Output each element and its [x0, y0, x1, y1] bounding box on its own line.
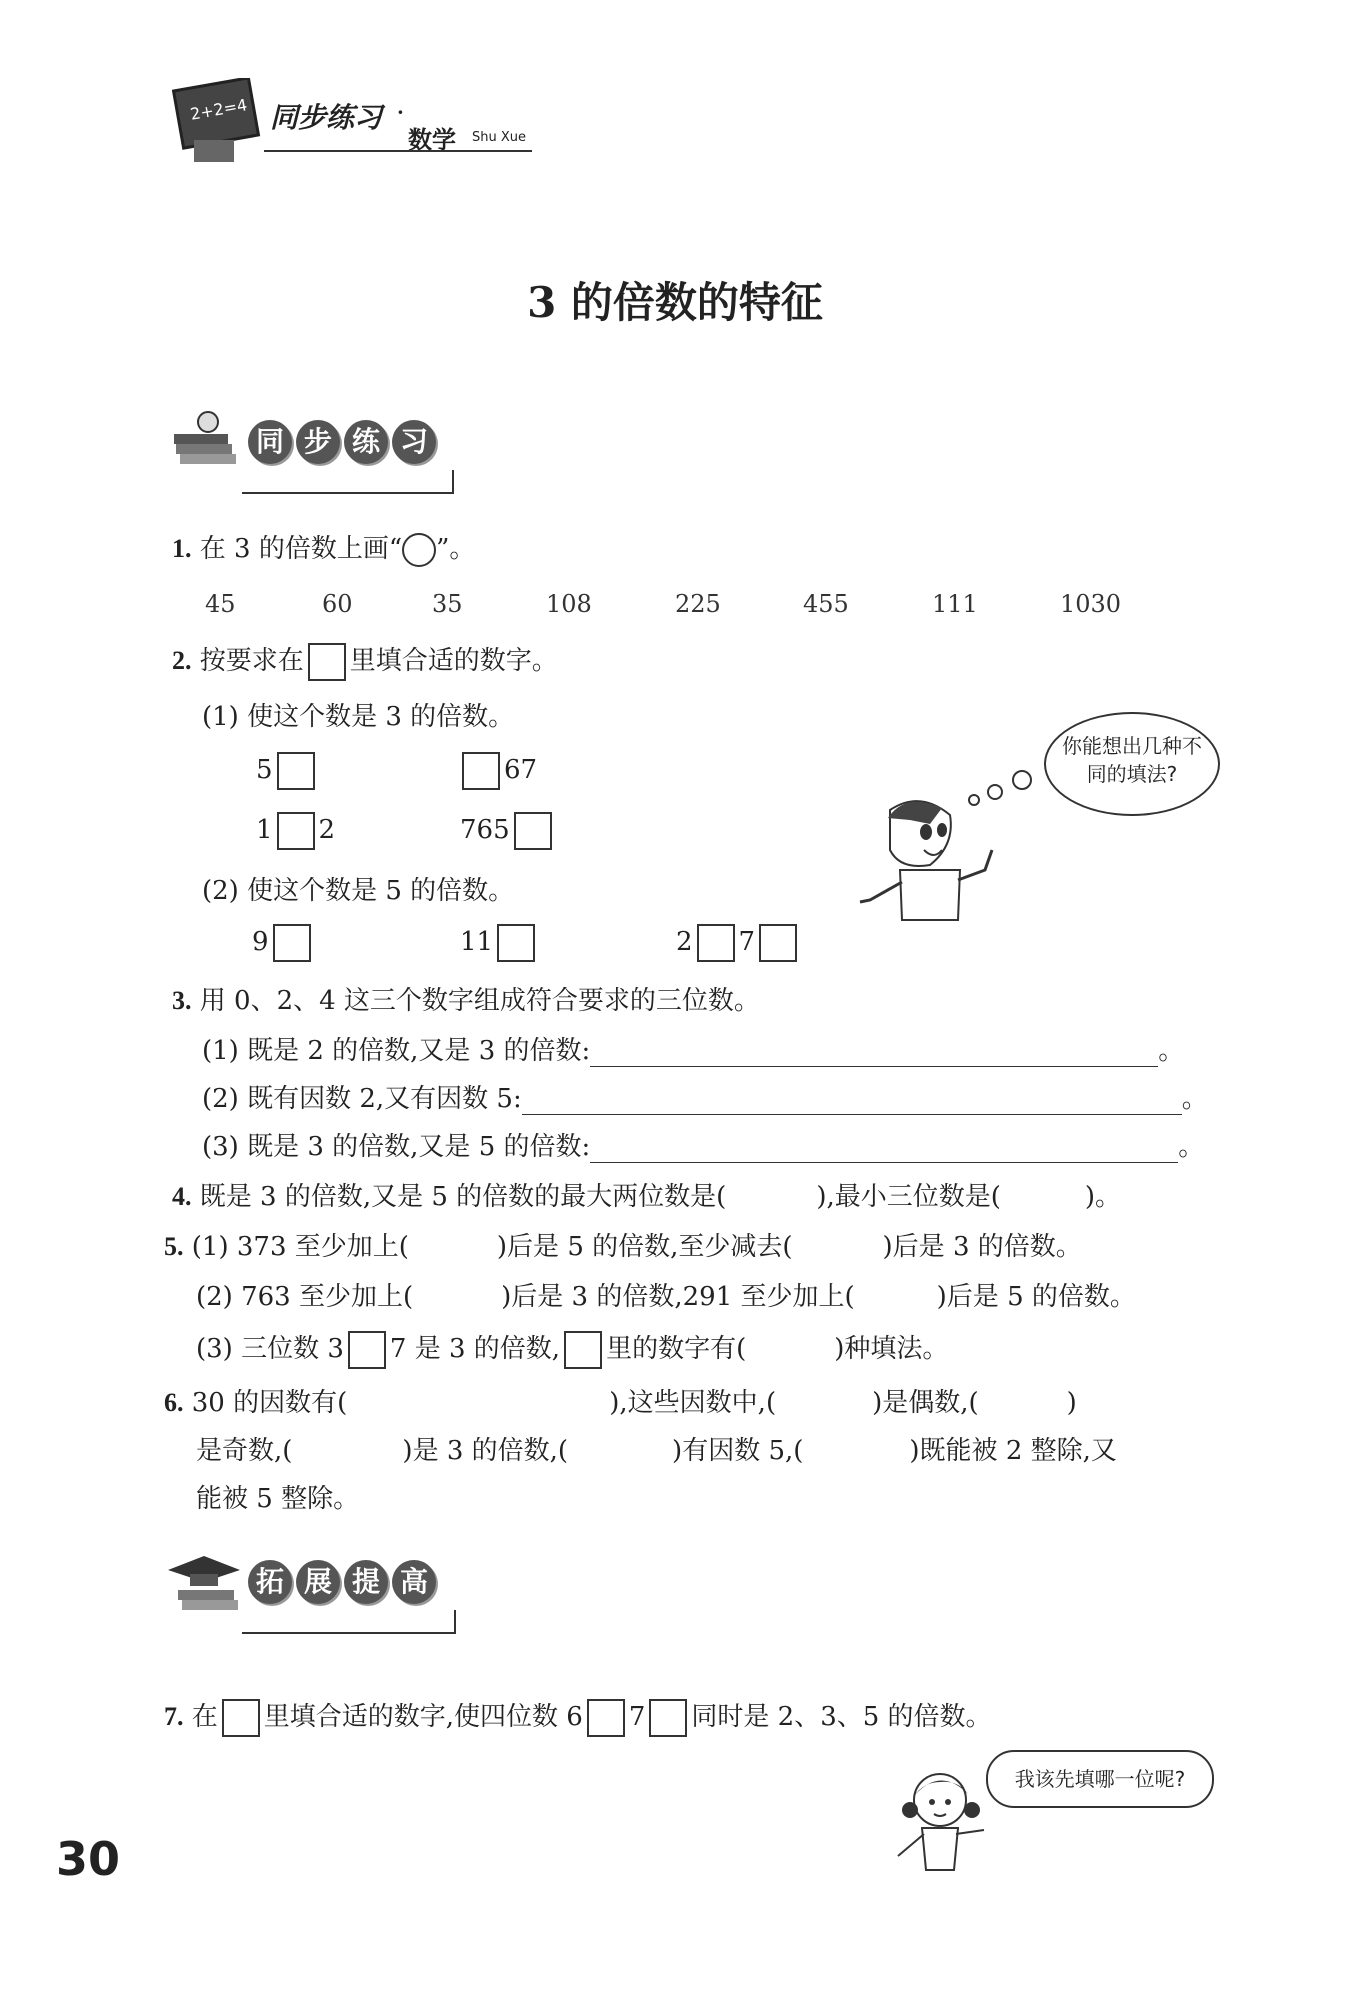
question-text: 7: [628, 1702, 646, 1732]
question-text: )是 3 的倍数,(: [402, 1436, 569, 1466]
section-badge: 展: [296, 1560, 340, 1604]
answer-line[interactable]: [590, 1138, 1178, 1163]
answer-box[interactable]: [497, 924, 535, 962]
section-underline: [242, 470, 454, 494]
answer-box[interactable]: [308, 643, 346, 681]
question-text: 按要求在: [199, 646, 304, 676]
question-5-line-3: [196, 1328, 948, 1369]
question-text: 里填合适的数字,使四位数 6: [263, 1702, 583, 1732]
page-title: 3 的倍数的特征: [527, 278, 823, 327]
answer-box[interactable]: [273, 924, 311, 962]
question-7: [164, 1696, 992, 1737]
question-5-line-2: [196, 1276, 1136, 1313]
question-text: (1) 373 至少加上(: [191, 1232, 409, 1262]
question-3-part-2: [202, 1078, 1208, 1115]
answer-box[interactable]: [277, 812, 315, 850]
question-text: 在 3 的倍数上画“: [199, 534, 403, 564]
question-text: 7 是 3 的倍数,: [389, 1334, 561, 1364]
question-3: [172, 980, 760, 1017]
digit-text: 11: [460, 927, 494, 957]
answer-box[interactable]: [514, 812, 552, 850]
question-6-line-1: [164, 1382, 1077, 1419]
question-text: )既能被 2 整除,又: [909, 1436, 1117, 1466]
question-2-item: [252, 924, 315, 962]
header-underline: [264, 150, 532, 152]
question-2-item: [676, 924, 801, 962]
question-6-line-3: 能被 5 整除。: [196, 1484, 360, 1514]
question-text: 用 0、2、4 这三个数字组成符合要求的三位数。: [199, 986, 760, 1016]
question-2-part-2: (2) 使这个数是 5 的倍数。: [202, 876, 515, 906]
question-text: ”。: [436, 534, 476, 564]
question-text: (3) 三位数 3: [196, 1334, 344, 1364]
question-2-item: [460, 812, 556, 850]
digit-text: 5: [256, 755, 273, 785]
question-text: (2) 既有因数 2,又有因数 5:: [202, 1084, 522, 1114]
question-1: [172, 528, 475, 567]
question-text: 30 的因数有(: [191, 1388, 348, 1418]
digit-text: 9: [252, 927, 269, 957]
boy-illustration-icon: [850, 770, 1050, 950]
chalkboard-text: 2+2=4: [188, 95, 249, 124]
bubble-text: 你能想出几种不同的填法?: [1062, 734, 1202, 786]
question-text: (1) 既是 2 的倍数,又是 3 的倍数:: [202, 1036, 591, 1066]
question-text: )有因数 5,(: [672, 1436, 804, 1466]
question-number: 2.: [172, 646, 192, 675]
question-text: )是偶数,(: [872, 1388, 979, 1418]
section-badge: 同: [248, 420, 292, 464]
digit-text: 7: [738, 927, 756, 957]
speech-bubble: [986, 1750, 1214, 1808]
answer-line[interactable]: [590, 1042, 1158, 1067]
number-item[interactable]: 45: [205, 590, 236, 618]
digit-text: 2: [676, 927, 693, 957]
question-4: [172, 1176, 1121, 1213]
question-2-part-1: (1) 使这个数是 3 的倍数。: [202, 702, 515, 732]
section-badge: 步: [296, 420, 340, 464]
thought-bubble: [1044, 712, 1220, 816]
digit-text: 67: [504, 755, 538, 785]
question-text: )后是 5 的倍数,至少减去(: [496, 1232, 793, 1262]
question-3-part-1: [202, 1030, 1184, 1067]
question-text: (2) 763 至少加上(: [196, 1282, 414, 1312]
digit-text: 765: [460, 815, 510, 845]
chalkboard-icon: [172, 78, 262, 168]
digit-text: 1: [256, 815, 273, 845]
question-text: 在: [191, 1702, 218, 1732]
question-number: 4.: [172, 1182, 192, 1211]
answer-box[interactable]: [759, 924, 797, 962]
question-text: )种填法。: [834, 1334, 949, 1364]
header-pinyin: Shu Xue: [472, 130, 527, 145]
number-item[interactable]: 35: [432, 590, 463, 618]
question-5-line-1: [164, 1226, 1082, 1263]
question-text: ),这些因数中,(: [609, 1388, 777, 1418]
answer-box[interactable]: [222, 1699, 260, 1737]
question-text: )后是 3 的倍数。: [882, 1232, 1082, 1262]
question-3-part-3: [202, 1126, 1204, 1163]
answer-box[interactable]: [462, 752, 500, 790]
question-text: ): [1066, 1388, 1077, 1418]
answer-box[interactable]: [564, 1331, 602, 1369]
answer-box[interactable]: [277, 752, 315, 790]
section-banner-extension: [164, 1554, 454, 1614]
digit-text: 2: [318, 815, 336, 845]
header-logo: [172, 78, 532, 168]
answer-box[interactable]: [649, 1699, 687, 1737]
question-text: (3) 既是 3 的倍数,又是 5 的倍数:: [202, 1132, 591, 1162]
number-item[interactable]: 1030: [1060, 590, 1122, 618]
question-number: 6.: [164, 1388, 184, 1417]
page-number: 30: [56, 1832, 121, 1886]
question-2-item: [256, 752, 319, 790]
question-text: )后是 3 的倍数,291 至少加上(: [501, 1282, 855, 1312]
question-text: )后是 5 的倍数。: [936, 1282, 1136, 1312]
section-underline: [242, 1610, 456, 1634]
answer-line[interactable]: [522, 1090, 1182, 1115]
number-item[interactable]: 111: [932, 590, 978, 618]
number-item[interactable]: 60: [322, 590, 353, 618]
header-subject: 数学: [408, 126, 456, 154]
question-text: 里填合适的数字。: [349, 646, 558, 676]
answer-box[interactable]: [697, 924, 735, 962]
answer-box[interactable]: [587, 1699, 625, 1737]
question-2-item: [458, 752, 537, 790]
question-text: 同时是 2、3、5 的倍数。: [691, 1702, 992, 1732]
question-number: 5.: [164, 1232, 184, 1261]
punctuation: 。: [1158, 1036, 1185, 1066]
section-badge: 练: [344, 420, 388, 464]
section-badge: 拓: [248, 1560, 292, 1604]
section-badge: 习: [392, 420, 436, 464]
circle-icon: [402, 533, 436, 567]
question-2-item: [256, 812, 335, 850]
question-text: 里的数字有(: [606, 1334, 747, 1364]
number-item[interactable]: 225: [675, 590, 721, 618]
bubble-text: 我该先填哪一位呢?: [1014, 1767, 1186, 1791]
books-icon: [172, 408, 242, 474]
question-text: 是奇数,(: [196, 1436, 293, 1466]
answer-box[interactable]: [348, 1331, 386, 1369]
number-item[interactable]: 108: [546, 590, 592, 618]
punctuation: 。: [1181, 1084, 1208, 1114]
section-badge: 高: [392, 1560, 436, 1604]
header-dot: ·: [396, 96, 405, 129]
punctuation: 。: [1178, 1132, 1205, 1162]
header-series: 同步练习: [270, 101, 383, 134]
question-text: ),最小三位数是(: [816, 1182, 1001, 1212]
girl-illustration-icon: [888, 1760, 998, 1890]
number-item[interactable]: 455: [803, 590, 849, 618]
question-2-item: [460, 924, 539, 962]
question-text: 既是 3 的倍数,又是 5 的倍数的最大两位数是(: [199, 1182, 727, 1212]
question-6-line-2: [196, 1430, 1117, 1467]
question-number: 7.: [164, 1702, 184, 1731]
question-2: [172, 640, 558, 681]
question-number: 3.: [172, 986, 192, 1015]
question-text: )。: [1084, 1182, 1122, 1212]
section-badge: 提: [344, 1560, 388, 1604]
section-banner-sync: [172, 414, 452, 474]
graduation-cap-icon: [164, 1550, 244, 1620]
question-number: 1.: [172, 534, 192, 563]
